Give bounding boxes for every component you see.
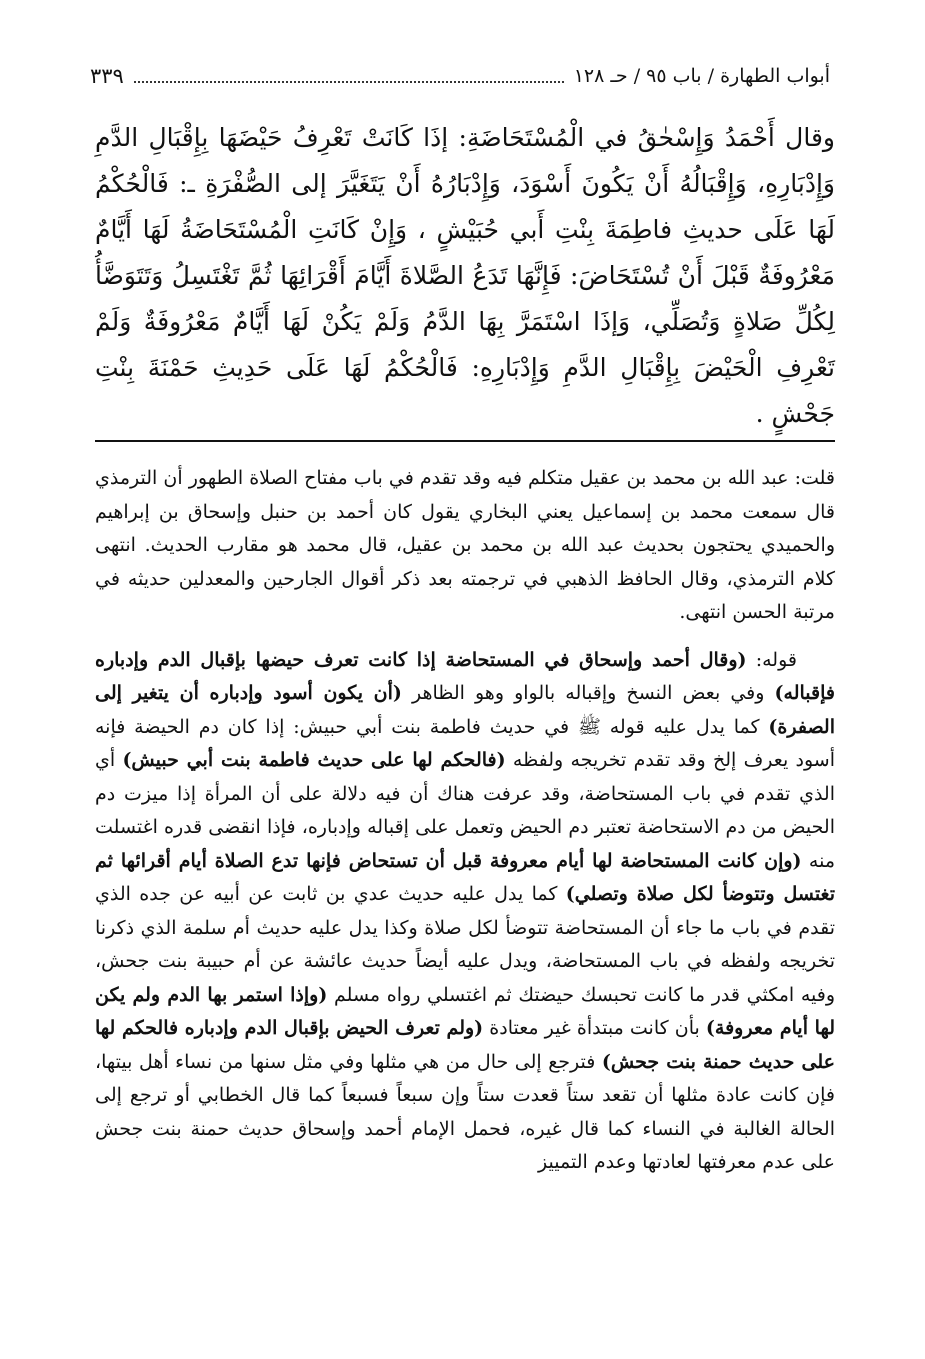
commentary-text: وفي بعض النسخ وإقباله بالواو وهو الظاهر [401, 682, 775, 704]
commentary-paragraph-1: قلت: عبد الله بن محمد بن عقيل متكلم فيه وقد تقدم في باب مفتاح الصلاة الطهور أن الترمذي قال سمعت محمد بن إسماعيل يعني البخاري يقول كان أحمد بن حنبل وإسحاق بن إبراهيم والحميدي يحتجون بحديث عبد الله بن محمد بن عقيل، قال محمد هو مقارب الحديث. انتهى كلام الترمذي، وقال الحافظ الذهبي في ترجمته بعد ذكر أقوال الجارحين والمعدلين حديثه في مرتبة الحسن انتهى. [95, 467, 835, 623]
commentary-paragraph-2 [95, 644, 835, 1180]
main-text-paragraph: وقال أَحْمَدُ وَإِسْحٰقُ في الْمُسْتَحَاضَةِ: إذَا كَانَتْ تَعْرِفُ حَيْضَهَا بِإِقْبَالِ الدَّمِ وَإِدْبَارِهِ، وَإِقْبَالُهُ أَنْ يَكُونَ أَسْوَدَ، وَإِدْبَارُهُ أَنْ يَتَغَيَّرَ إلى الصُّفْرَةِ ـ: فَالْحُكْمُ لَهَا عَلَى حديثِ فاطِمَةَ بِنْتِ أَبي حُبَيْشٍ ، وَإِنْ كَانَتِ الْمُسْتَحَاضَةُ لَهَا أَيَّامٌ مَعْرُوفَةٌ قَبْلَ أَنْ تُسْتَحَاضَ: فَإِنَّهَا تَدَعُ الصَّلاةَ أَيَّامَ أَقْرَائِهَا ثُمَّ تَغْتَسِلُ وَتَتَوَضَّأُ لِكُلِّ صَلاةٍ وَتُصَلِّي، وَإذَا اسْتَمَرَّ بِهَا الدَّمُ وَلَمْ يَكُنْ لَهَا أَيَّامٌ مَعْرُوفَةٌ وَلَمْ تَعْرِفِ الْحَيْضَ بِإِقْبَالِ الدَّمِ وَإِدْبَارِهِ: فَالْحُكْمُ لَهَا عَلَى حَدِيثِ حَمْنَةَ بِنْتِ جَحْشٍ . [95, 123, 835, 428]
quoted-text: (وقال أحمد وإسحاق في المستحاضة إذا كانت تعرف حيضها بإقبال الدم وإدباره فإقباله) [95, 648, 835, 704]
quoted-text: (فالحكم لها على حديث فاطمة بنت أبي حبيش) [122, 749, 506, 771]
quoted-text: (ولم تعرف الحيض بإقبال الدم وإدباره فالحكم لها على حديث حمنة بنت جحش) [95, 1017, 835, 1073]
leader-dots [134, 81, 564, 83]
commentary-block [95, 462, 835, 1180]
commentary-text: أي الذي تقدم في باب المستحاضة، وقد عرفت هناك أن فيه دلالة على أن المرأة إذا ميزت دم الحيض من دم الاستحاضة تعتبر دم الحيض وتعمل على إقباله وإدباره، فإذا انقضى قدره اغتسلت منه [95, 749, 836, 872]
commentary-text: بأن كانت مبتدأة غير معتادة [483, 1017, 706, 1039]
running-title: أبواب الطهارة / باب ٩٥ / حـ ١٢٨ [573, 65, 830, 87]
commentary-text: كما يدل عليه حديث عدي بن ثابت عن أبيه عن جده الذي تقدم في باب ما جاء أن المستحاضة تتوضأ لكل صلاة وكذا يدل عليه حديث أم سلمة الذي ذكرنا تخريجه ولفظه في باب المستحاضة، ويدل عليه أيضاً حديث عائشة عن أم حبيبة بنت جحش، وفيه امكثي قدر ما كانت تحبسك حيضتك ثم اغتسلي رواه مسلم [95, 883, 835, 1006]
commentary-text: كما يدل عليه قوله ﷺ في حديث فاطمة بنت أبي حبيش: إذا كان دم الحيضة فإنه أسود يعرف إلخ وقد تقدم تخريجه ولفظه [95, 715, 835, 771]
quoted-text: (أن يكون أسود وإدباره أن يتغير إلى الصفرة) [95, 682, 835, 738]
commentary-text: قوله: [746, 648, 797, 671]
page-number: ٣٣٩ [90, 64, 124, 88]
footnote-divider [95, 440, 835, 442]
main-text-block [95, 115, 835, 437]
quoted-text: (وإذا استمر بها الدم ولم يكن لها أيام معروفة) [95, 983, 835, 1039]
commentary-text: فترجع إلى حال من هي مثلها وفي مثل سنها من نساء أهل بيتها، فإن كانت عادة مثلها أن تقعد ستاً قعدت ستاً وإن سبعاً فسبعاً كما قال الخطابي أو ترجع إلى الحالة الغالبة في النساء كما قال غيره، فحمل الإمام أحمد وإسحاق حديث حمنة بنت جحش على عدم معرفتها لعادتها وعدم التمييز [95, 1050, 835, 1173]
quoted-text: (وإن كانت المستحاضة لها أيام معروفة قبل أن تستحاض فإنها تدع الصلاة أيام أقرائها ثم تغتسل وتتوضأ لكل صلاة وتصلي) [95, 849, 836, 905]
running-header [90, 60, 830, 92]
